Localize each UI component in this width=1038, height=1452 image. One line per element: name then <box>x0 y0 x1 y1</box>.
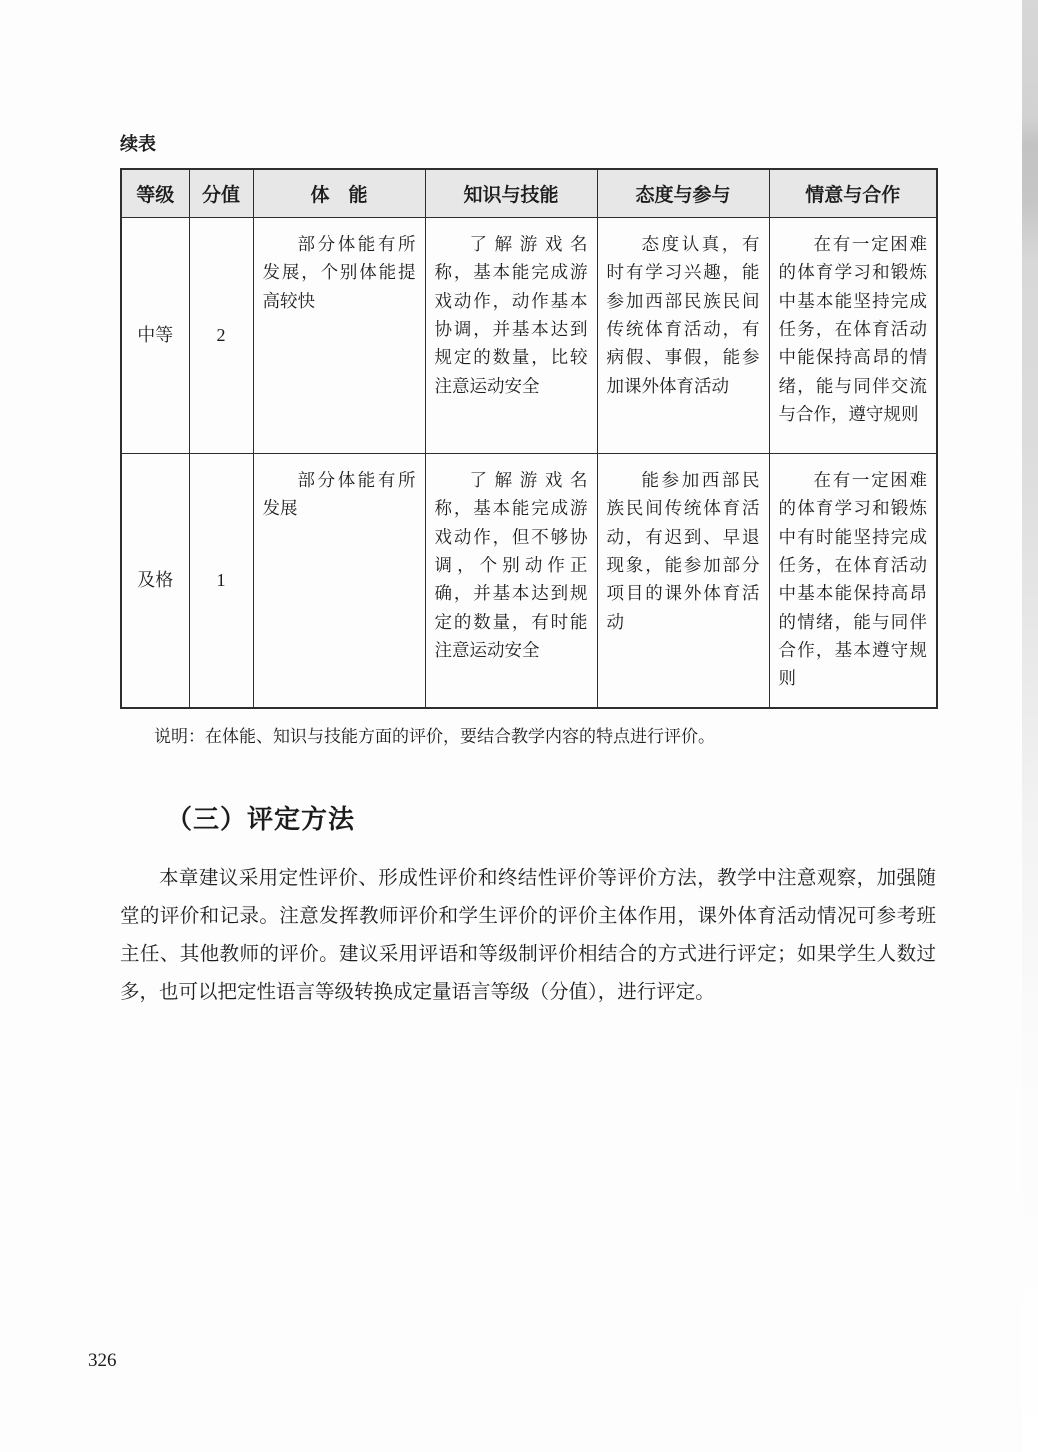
cell-text: 在有一定困难的体育学习和锻炼中基本能坚持完成任务，在体育活动中能保持高昂的情绪，能与同伴交流与合作，遵守规则 <box>778 234 927 425</box>
knowledge-cell <box>425 218 597 454</box>
cooperation-cell <box>769 218 937 454</box>
table-header-row <box>121 169 937 218</box>
evaluation-table <box>120 168 938 709</box>
section-heading: （三）评定方法 <box>166 804 356 835</box>
grade-cell: 中等 <box>121 218 189 454</box>
table-row-medium <box>121 218 937 454</box>
score-cell: 2 <box>189 218 253 454</box>
header-knowledge-skills: 知识与技能 <box>425 169 597 218</box>
cell-text: 了解游戏名称，基本能完成游戏动作，动作基本协调，并基本达到规定的数量，比较注意运动安全 <box>434 234 588 396</box>
fitness-cell <box>253 454 425 708</box>
page-content <box>120 130 936 1012</box>
continued-table-label: 续表 <box>120 134 156 154</box>
cell-text: 部分体能有所发展，个别体能提高较快 <box>262 234 416 311</box>
header-fitness: 体 能 <box>253 169 425 218</box>
cooperation-cell <box>769 454 937 708</box>
cell-text: 能参加西部民族民间传统体育活动，有迟到、早退现象，能参加部分项目的课外体育活动 <box>606 470 760 632</box>
attitude-cell <box>597 218 769 454</box>
fitness-cell <box>253 218 425 454</box>
attitude-cell <box>597 454 769 708</box>
header-grade: 等级 <box>121 169 189 218</box>
cell-text: 态度认真，有时有学习兴趣，能参加西部民族民间传统体育活动，有病假、事假，能参加课外体育活动 <box>606 234 760 396</box>
header-emotion-cooperation: 情意与合作 <box>769 169 937 218</box>
scan-edge-shadow <box>1022 0 1038 1452</box>
score-cell: 1 <box>189 454 253 708</box>
table-row-pass <box>121 454 937 708</box>
header-score: 分值 <box>189 169 253 218</box>
header-attitude-participation: 态度与参与 <box>597 169 769 218</box>
grade-cell: 及格 <box>121 454 189 708</box>
cell-text: 在有一定困难的体育学习和锻炼中有时能坚持完成任务，在体育活动中基本能保持高昂的情绪，能与同伴合作，基本遵守规则 <box>778 470 927 689</box>
page-number: 326 <box>88 1350 117 1371</box>
knowledge-cell <box>425 454 597 708</box>
section-paragraph: 本章建议采用定性评价、形成性评价和终结性评价等评价方法，教学中注意观察，加强随堂的评价和记录。注意发挥教师评价和学生评价的评价主体作用，课外体育活动情况可参考班主任、其他教师的评价。建议采用评语和等级制评价相结合的方式进行评定；如果学生人数过多，也可以把定性语言等级转换成定量语言等级（分值），进行评定。 <box>120 868 936 1004</box>
cell-text: 了解游戏名称，基本能完成游戏动作，但不够协调，个别动作正确，并基本达到规定的数量，有时能注意运动安全 <box>434 470 588 661</box>
table-note: 说明：在体能、知识与技能方面的评价，要结合教学内容的特点进行评价。 <box>154 726 715 746</box>
cell-text: 部分体能有所发展 <box>262 470 416 519</box>
